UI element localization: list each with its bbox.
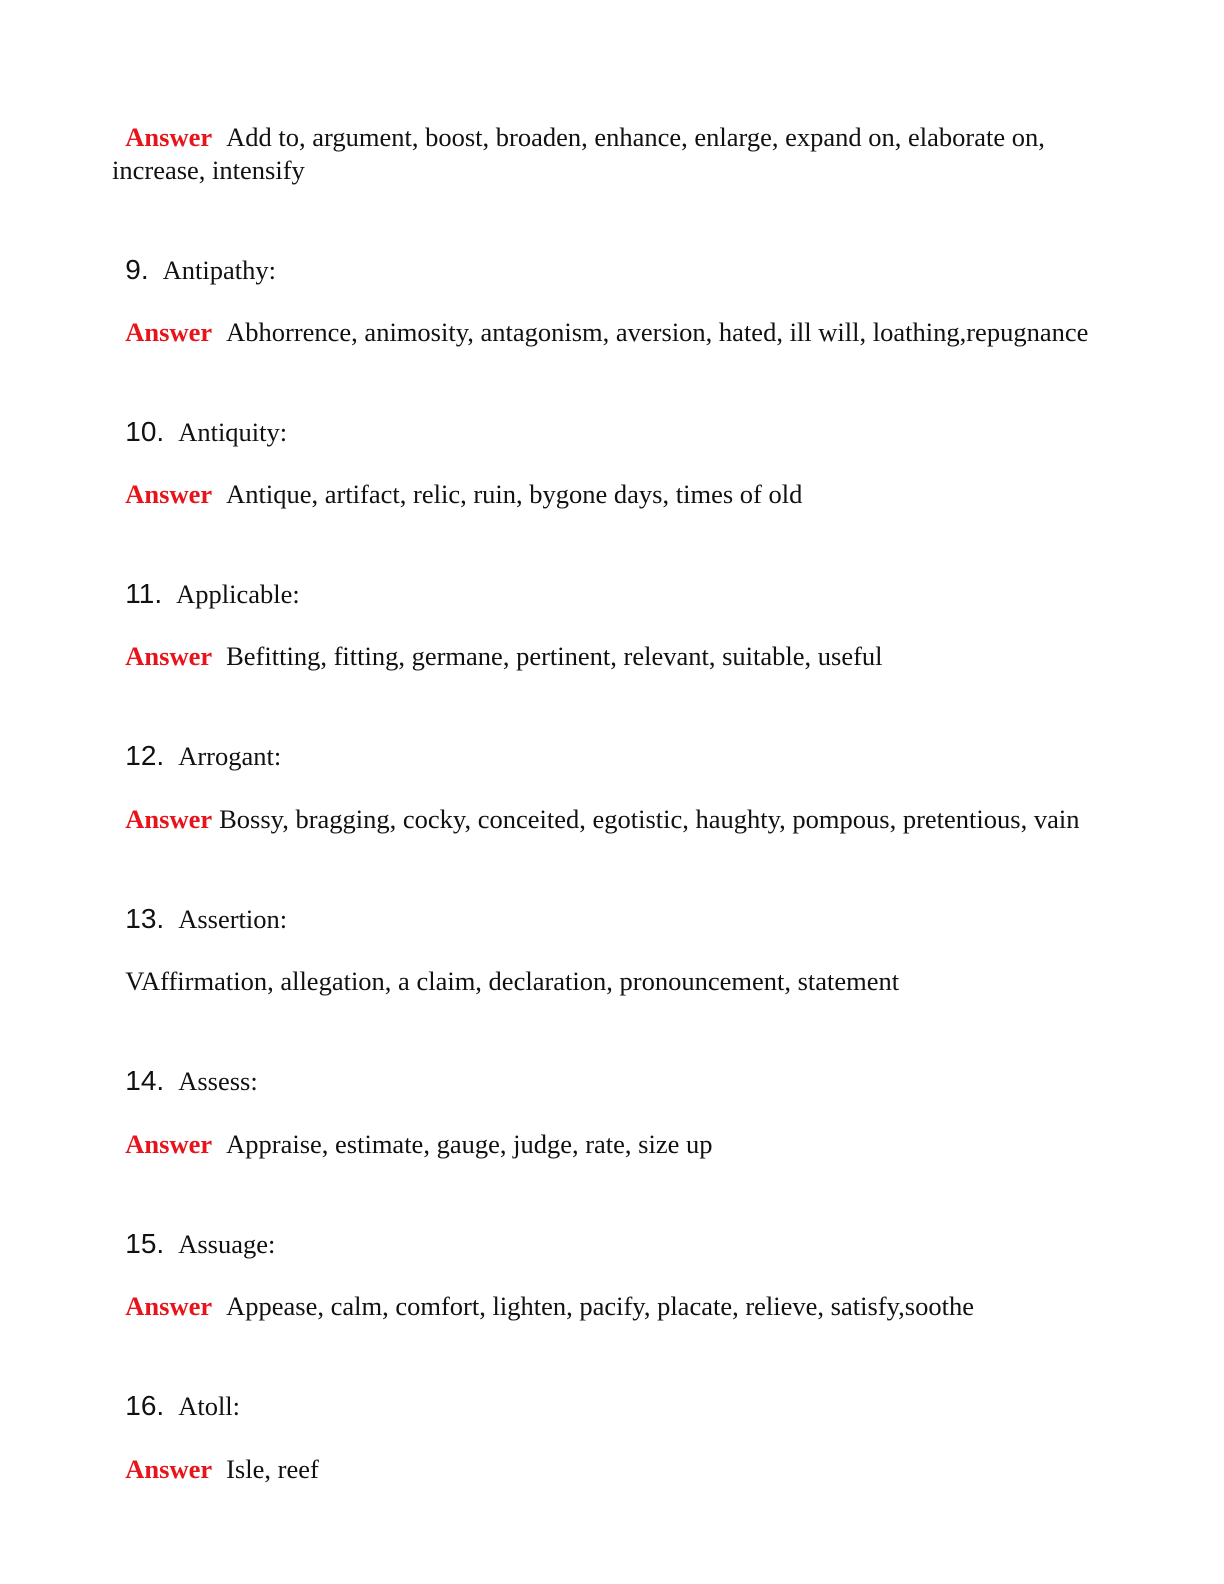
- answer-label: Answer: [125, 317, 213, 347]
- answer-text: Abhorrence, animosity, antagonism, aversion, hated, ill will, loathing,repugnance: [226, 317, 1089, 347]
- question-number: 9.: [125, 254, 149, 285]
- question-word: Assuage:: [178, 1229, 276, 1259]
- question-line: [112, 220, 1124, 287]
- question-word: Arrogant:: [178, 741, 282, 771]
- answer-line: [112, 1257, 1124, 1323]
- answer-label: Answer: [125, 479, 213, 509]
- answer-text: Bossy, bragging, cocky, conceited, egotistic, haughty, pompous, pretentious, vain: [219, 804, 1080, 834]
- question-word: Atoll:: [178, 1391, 241, 1421]
- answer-label: Answer: [125, 1129, 213, 1159]
- question-line: [112, 1031, 1124, 1098]
- question-line: [112, 869, 1124, 936]
- answer-line: [112, 283, 1124, 349]
- question-number: 12.: [125, 740, 165, 771]
- answer-label: Answer: [125, 641, 213, 671]
- question-number: 10.: [125, 416, 165, 447]
- answer-label: Answer: [125, 1291, 213, 1321]
- question-word: Assess:: [178, 1066, 258, 1096]
- question-word: Antiquity:: [178, 417, 288, 447]
- question-number: 13.: [125, 903, 165, 934]
- answer-line: [112, 1420, 1124, 1486]
- answer-text: VAffirmation, allegation, a claim, declaration, pronouncement, statement: [125, 966, 900, 996]
- question-line: [112, 382, 1124, 449]
- question-line: [112, 544, 1124, 611]
- question-line: [112, 706, 1124, 773]
- question-line: [112, 1356, 1124, 1423]
- answer-line: [112, 770, 1124, 836]
- question-word: Applicable:: [176, 579, 300, 609]
- answer-line: [112, 607, 1124, 673]
- answer-text: Isle, reef: [226, 1454, 319, 1484]
- answer-line: [112, 88, 1124, 187]
- answer-text: Befitting, fitting, germane, pertinent, relevant, suitable, useful: [226, 641, 883, 671]
- question-number: 15.: [125, 1228, 165, 1259]
- question-word: Assertion:: [178, 904, 288, 934]
- answer-text: Add to, argument, boost, broaden, enhance, enlarge, expand on, elaborate on, increase, intensify: [112, 122, 1052, 185]
- question-line: [112, 1194, 1124, 1261]
- answer-text: Appease, calm, comfort, lighten, pacify, placate, relieve, satisfy,soothe: [226, 1291, 974, 1321]
- question-number: 11.: [125, 578, 163, 609]
- answer-line: [112, 445, 1124, 511]
- question-word: Antipathy:: [162, 255, 276, 285]
- answer-label: Answer: [125, 804, 213, 834]
- answer-line: [112, 932, 1124, 998]
- question-number: 16.: [125, 1390, 165, 1421]
- answer-text: Appraise, estimate, gauge, judge, rate, size up: [226, 1129, 713, 1159]
- answer-text: Antique, artifact, relic, ruin, bygone days, times of old: [226, 479, 803, 509]
- question-number: 14.: [125, 1065, 165, 1096]
- answer-label: Answer: [125, 1454, 213, 1484]
- answer-line: [112, 1095, 1124, 1161]
- answer-label: Answer: [125, 122, 213, 152]
